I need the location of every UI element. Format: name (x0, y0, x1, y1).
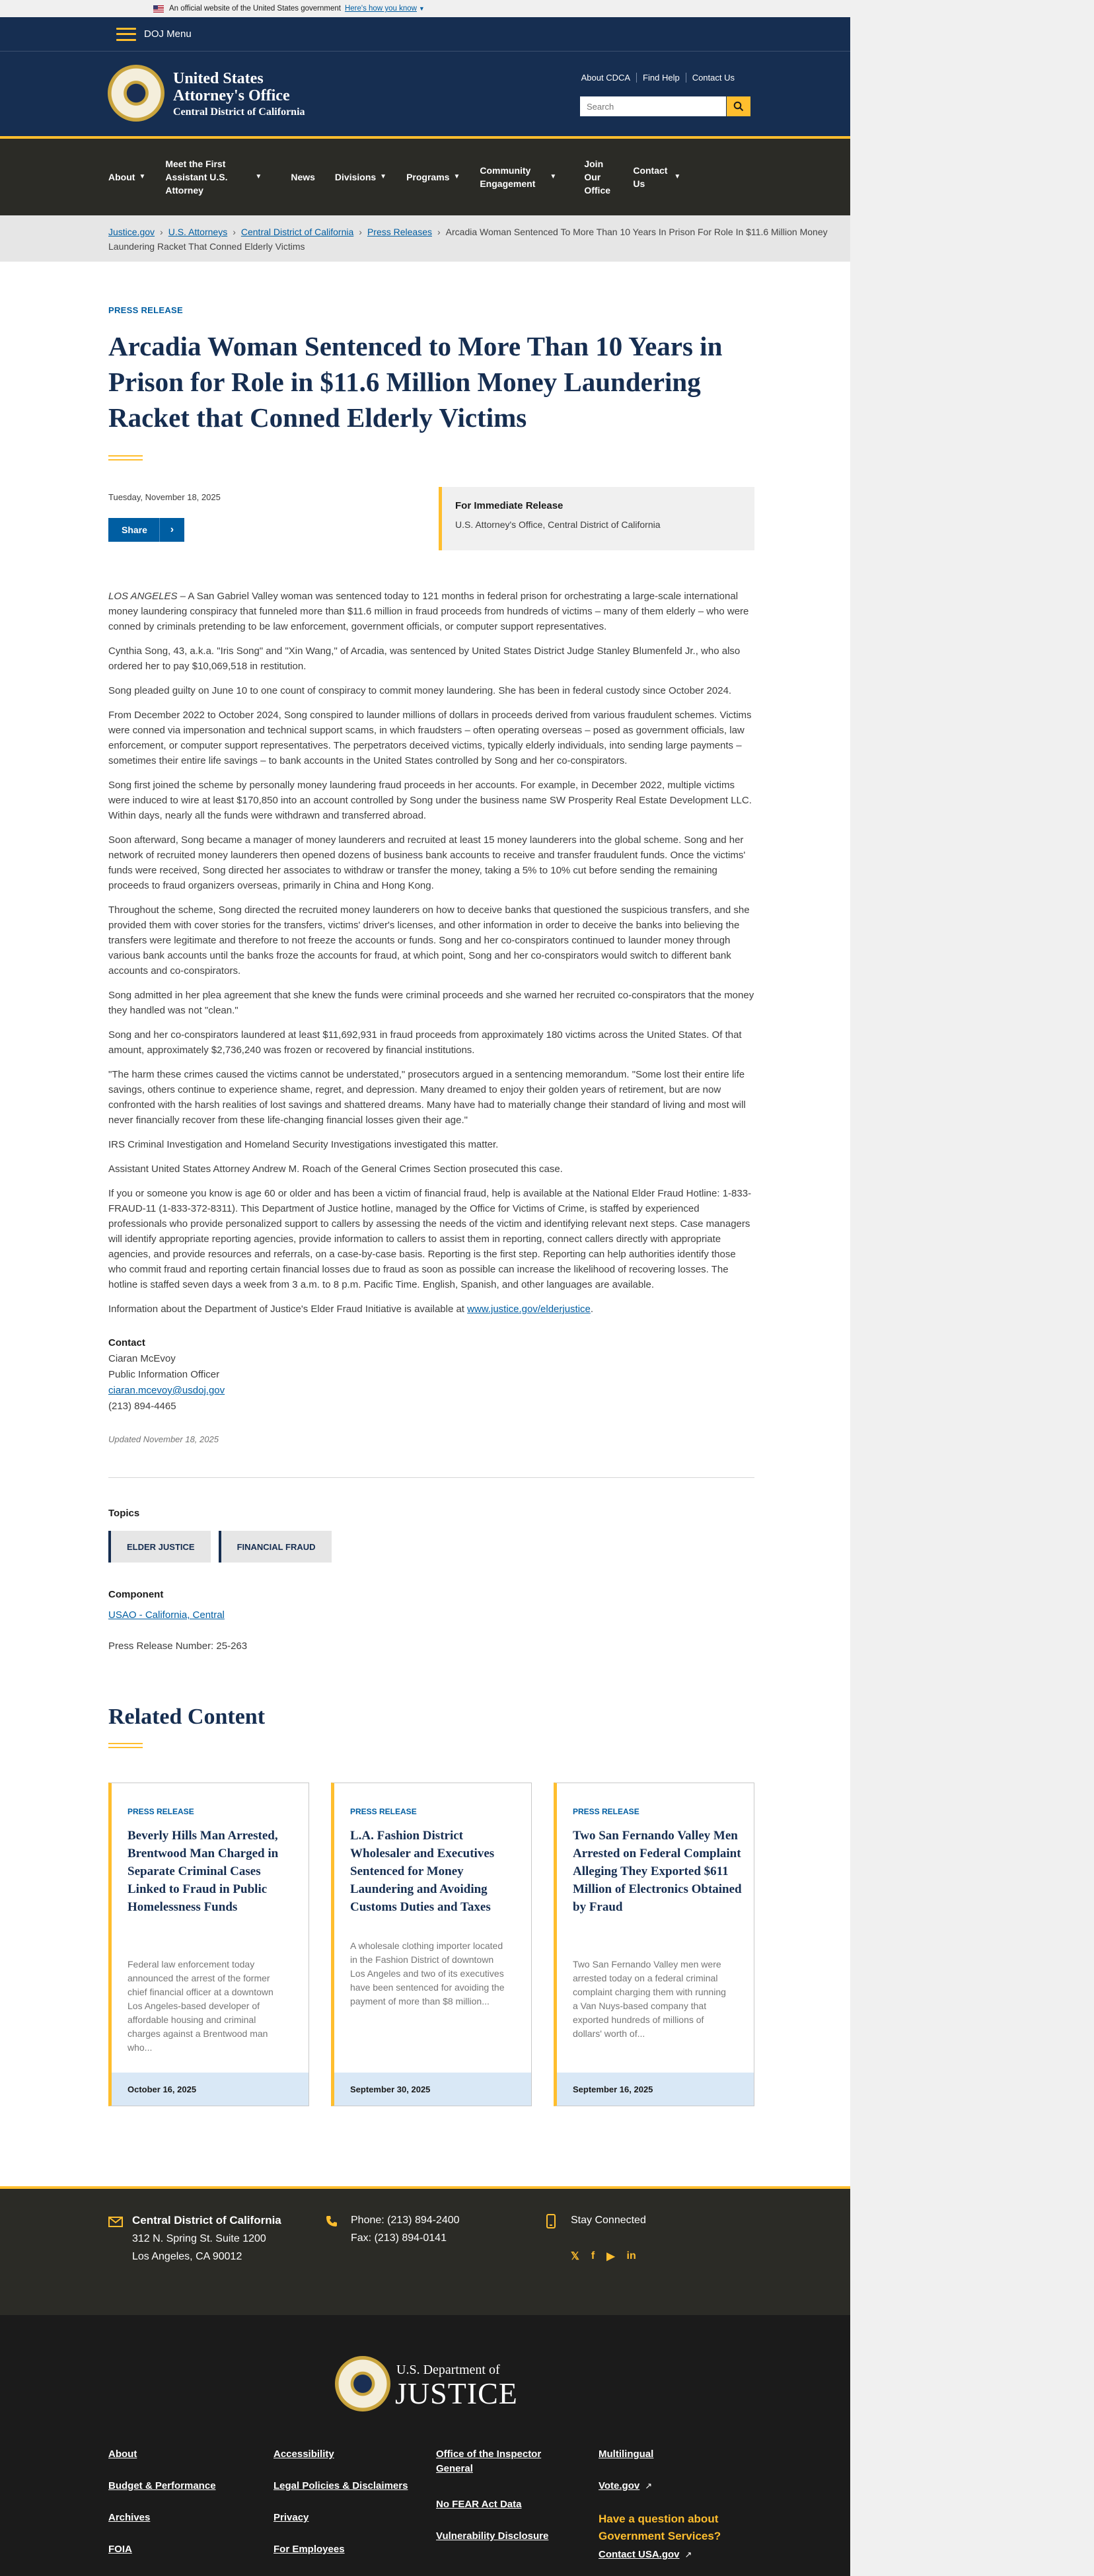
footer-usa-gov (599, 2548, 692, 2562)
body-paragraph: Assistant United States Attorney Andrew M. Roach of the General Crimes Section prosecuted this case. (108, 1163, 563, 1175)
footer-link-privacy[interactable]: Privacy (274, 2512, 309, 2523)
nav-label: News (291, 172, 315, 182)
breadcrumb-press-releases[interactable]: Press Releases (367, 227, 432, 237)
card-eyebrow: PRESS RELEASE (350, 1807, 417, 1816)
nav-label: About (108, 172, 135, 182)
nav-label: Contact Us (633, 165, 668, 189)
find-help-link[interactable]: Find Help (636, 73, 686, 83)
search-icon (733, 101, 744, 112)
youtube-icon[interactable]: ▶ (606, 2251, 615, 2262)
chevron-right-icon: › (159, 518, 184, 542)
contact-us-link[interactable]: Contact Us (686, 73, 741, 83)
updated-date: Updated November 18, 2025 (108, 1434, 219, 1444)
facebook-icon[interactable]: f (591, 2250, 595, 2262)
related-heading: Related Content (108, 1705, 266, 1729)
body-paragraph: Song and her co-conspirators laundered at least $11,692,931 in fraud proceeds from approximately 180 victims across the United States. Of that amount, approximately $2,736,240 was frozen or recovered by financial institutions. (108, 1029, 742, 1056)
chevron-down-icon: ▼ (550, 173, 557, 180)
nav-label: Programs (406, 172, 450, 182)
contact-name: Ciaran McEvoy (108, 1353, 176, 1364)
card-excerpt: A wholesale clothing importer located in the Fashion District of downtown Los Angeles and two of its executives have been sentenced for avoiding the payment of more than $8 million... (350, 1940, 505, 2006)
lead-text: – A San Gabriel Valley woman was sentenced today to 121 months in federal prison for orchestrating a large-scale international money laundering conspiracy that funneled more than $11.6 million in fraud proceeds from hundreds of victims – many of them elderly – who were conned by criminals pretending to be law enforcement, government officials, or computer support representatives. (108, 591, 749, 632)
phone-icon (326, 2215, 338, 2227)
topics-list (108, 1531, 754, 1563)
nav-label: Community Engagement (480, 165, 536, 189)
us-flag-icon (153, 5, 164, 13)
heres-how-you-know-link[interactable]: Here's how you know (344, 5, 417, 13)
date-share (108, 487, 221, 550)
page-title: Arcadia Woman Sentenced to More Than 10 Years in Prison for Role in $11.6 Million Money Laundering Racket that Conned Elderly Victims (108, 331, 723, 433)
search-input[interactable] (580, 96, 726, 116)
press-release-number: Press Release Number: 25-263 (108, 1640, 248, 1652)
article-body (108, 589, 754, 1317)
usa-gov-question: Have a question about Government Services? (599, 2513, 721, 2542)
footer-fax: Fax: (213) 894-0141 (351, 2232, 447, 2244)
card-eyebrow: PRESS RELEASE (573, 1807, 639, 1816)
site-subtitle[interactable]: Central District of California (173, 106, 305, 118)
utility-links (575, 73, 741, 83)
body-paragraph: Cynthia Song, 43, a.k.a. "Iris Song" and "Xin Wang," of Arcadia, was sentenced by United States District Judge Stanley Blumenfeld Jr., who also ordered her to pay $10,069,518 in restitution. (108, 645, 741, 672)
linkedin-icon[interactable]: in (626, 2250, 636, 2262)
gold-divider (108, 1743, 143, 1748)
footer-link-budget[interactable]: Budget & Performance (108, 2480, 216, 2491)
footer-link-vote-gov[interactable]: Vote.gov (599, 2480, 640, 2491)
chevron-right-icon: › (359, 227, 362, 237)
footer-address-line2: Los Angeles, CA 90012 (132, 2251, 242, 2262)
meta-row (108, 487, 754, 550)
footer-address (132, 2211, 281, 2265)
body-paragraph: Song admitted in her plea agreement that she knew the funds were criminal proceeds and she warned her recruited co-conspirators that the money they handled was not "clean." (108, 990, 754, 1016)
doj-menu-label: DOJ Menu (144, 28, 192, 40)
main-nav (0, 136, 850, 215)
card-title[interactable]: Beverly Hills Man Arrested, Brentwood Man Charged in Separate Criminal Cases Linked to Fraud in Public Homelessness Funds (128, 1829, 279, 1914)
x-twitter-icon[interactable]: 𝕏 (571, 2251, 579, 2262)
nav-contact-us[interactable] (633, 164, 686, 190)
footer-contact (0, 2186, 850, 2315)
nav-about[interactable] (108, 170, 145, 184)
elder-end: . (590, 1304, 594, 1315)
release-box-title: For Immediate Release (455, 500, 564, 511)
chevron-right-icon: › (160, 227, 163, 237)
footer-office-name: Central District of California (132, 2214, 281, 2226)
footer-vote-gov (599, 2479, 652, 2493)
card-eyebrow: PRESS RELEASE (128, 1807, 194, 1816)
elder-justice-paragraph (108, 1302, 754, 1317)
body-paragraph: Song pleaded guilty on June 10 to one count of conspiracy to commit money laundering. She has been in federal custody since October 2024. (108, 685, 732, 696)
related-card[interactable] (554, 1783, 754, 2106)
nav-label: Divisions (334, 172, 377, 182)
contact-phone: (213) 894-4465 (108, 1401, 176, 1412)
article-eyebrow: PRESS RELEASE (108, 305, 183, 315)
nav-label: Meet the First Assistant U.S. Attorney (165, 159, 228, 196)
contact-block (108, 1335, 754, 1415)
body-paragraph: "The harm these crimes caused the victims cannot be understated," prosecutors argued in a sentencing memorandum. "Some lost their entire life savings, others continue to experience shame, regret, and depression. Many dreamed to enjoy their golden years of retirement, but are now confronted with the harsh realities of lost savings and shattered dreams. Many have had to materially change their standard of living and most will never financially recover from these life-changing financial losses given their age." (108, 1069, 746, 1126)
footer-link-oig[interactable]: Office of the Inspector General (436, 2448, 542, 2474)
doj-footer-seal[interactable] (335, 2356, 390, 2411)
footer-phone-fax (351, 2211, 460, 2247)
breadcrumb-justice-gov[interactable]: Justice.gov (108, 227, 155, 237)
body-paragraph: From December 2022 to October 2024, Song conspired to launder millions of dollars in proceeds derived from various fraudulent schemes. Victims were conned via impersonation and technical support scams, in which fraudsters – often operating overseas – posed as government officials, law enforcement, or computer support representatives. The perpetrators deceived victims, typically elderly individuals, into sending large payments – sometimes their entire life savings – to bank accounts in the United States controlled by Song and her co-conspirators. (108, 710, 752, 766)
card-date: September 30, 2025 (334, 2073, 531, 2106)
divider (108, 1477, 754, 1478)
component-link[interactable]: USAO - California, Central (108, 1609, 225, 1621)
doj-seal-logo[interactable] (108, 65, 164, 122)
hamburger-icon[interactable] (116, 28, 136, 41)
footer-address-line1: 312 N. Spring St. Suite 1200 (132, 2233, 266, 2244)
article (108, 305, 754, 2106)
footer-link-no-fear[interactable]: No FEAR Act Data (436, 2499, 522, 2510)
related-cards (108, 1783, 754, 2106)
elder-text: Information about the Department of Justice's Elder Fraud Initiative is available at (108, 1304, 468, 1315)
card-date: September 16, 2025 (557, 2073, 754, 2106)
elder-justice-link[interactable]: www.justice.gov/elderjustice (467, 1304, 591, 1315)
footer-link-foia[interactable]: FOIA (108, 2544, 132, 2555)
card-date: October 16, 2025 (112, 2073, 309, 2106)
nav-community-engagement[interactable] (480, 164, 564, 190)
footer-link-about[interactable]: About (108, 2448, 137, 2460)
gold-divider (108, 455, 143, 460)
lead-paragraph (108, 589, 754, 634)
chevron-down-icon: ▼ (255, 173, 262, 180)
footer-link-archives[interactable]: Archives (108, 2512, 151, 2523)
doj-wordmark-line2[interactable]: JUSTICE (395, 2376, 518, 2410)
nav-news[interactable] (291, 170, 315, 184)
body-paragraph: Soon afterward, Song became a manager of money launderers and recruited at least 15 money launderers into the global scheme. Song and her network of recruited money launderers then opened dozens of business bank accounts to receive and transfer fraudulent funds. Once the victims' funds were received, Song directed her associates to withdraw or transfer the money, taking a 5% to 10% cut before sending the remaining proceeds to fraud organizers overseas, primarily in China and Hong Kong. (108, 834, 746, 891)
chevron-down-icon: ▼ (139, 173, 146, 180)
chevron-down-icon: ▼ (674, 173, 681, 180)
body-paragraph: IRS Criminal Investigation and Homeland Security Investigations investigated this matter. (108, 1139, 499, 1150)
card-title[interactable]: Two San Fernando Valley Men Arrested on Federal Complaint Alleging They Exported $611 Million of Electronics Obtained by Fraud (573, 1829, 742, 1914)
chevron-down-icon[interactable]: ▼ (418, 5, 425, 12)
breadcrumb-central-district[interactable]: Central District of California (240, 227, 354, 237)
component-heading: Component (108, 1589, 164, 1600)
footer-link-legal[interactable]: Legal Policies & Disclaimers (274, 2480, 408, 2491)
breadcrumb-us-attorneys[interactable]: U.S. Attorneys (168, 227, 228, 237)
envelope-icon (108, 2217, 123, 2227)
dateline: LOS ANGELES (108, 591, 178, 602)
gov-banner (0, 0, 850, 17)
footer-link-usa-gov[interactable]: Contact USA.gov (599, 2549, 680, 2560)
gov-banner-text: An official website of the United States government (169, 5, 341, 13)
doj-wordmark-line1[interactable]: U.S. Department of (396, 2363, 500, 2377)
chevron-right-icon: › (233, 227, 236, 237)
related-card[interactable] (331, 1783, 532, 2106)
social-links (571, 2250, 648, 2263)
contact-email-link[interactable]: ciaran.mcevoy@usdoj.gov (108, 1385, 225, 1396)
breadcrumb-current: Arcadia Woman Sentenced To More Than 10 Years In Prison For Role In $11.6 Million Money Laundering Racket That Conned Elderly Victims (108, 227, 828, 252)
site-title-line2[interactable]: Attorney's Office (173, 87, 290, 104)
about-cdca-link[interactable]: About CDCA (581, 73, 631, 83)
footer-link-employees[interactable]: For Employees (274, 2544, 345, 2555)
nav-programs[interactable] (406, 170, 460, 184)
doj-bar (0, 17, 850, 52)
external-link-icon: ↗ (645, 2481, 653, 2491)
nav-join-our-office[interactable] (584, 157, 613, 197)
related-card[interactable] (108, 1783, 309, 2106)
nav-label: Join Our Office (584, 159, 611, 196)
site-title-line1[interactable]: United States (173, 70, 264, 87)
topic-elder-justice[interactable]: ELDER JUSTICE (108, 1531, 211, 1563)
chevron-right-icon: › (437, 227, 441, 237)
mobile-icon (546, 2214, 556, 2228)
card-title[interactable]: L.A. Fashion District Wholesaler and Executives Sentenced for Money Laundering and Avoiding Customs Duties and Taxes (350, 1829, 495, 1914)
contact-heading: Contact (108, 1337, 145, 1348)
site-header (0, 52, 850, 136)
body-paragraph: Throughout the scheme, Song directed the recruited money launderers on how to deceive banks that questioned the suspicious transfers, and she provided them with cover stories for the transfers, victims' driver's licenses, and other information in order to deceive the banks into believing the transfers were legitimate and therefore to not freeze the accounts or funds. Song and her co-conspirators continued to launder money through various bank accounts until the banks froze the accounts for fraud, at which point, Song and her co-conspirators would switch to different bank accounts and co-conspirators. (108, 904, 750, 976)
topic-financial-fraud[interactable]: FINANCIAL FRAUD (219, 1531, 332, 1563)
topics-heading: Topics (108, 1508, 140, 1519)
breadcrumb (0, 215, 850, 262)
body-paragraph: Song first joined the scheme by personally money laundering fraud proceeds in her accounts. For example, in December 2022, multiple victims were induced to wire at least $170,850 into an account controlled by Song under the business name SW Prosperity Real Estate Development LLC. Within days, nearly all the funds were withdrawn and transferred abroad. (108, 780, 752, 821)
release-box (439, 487, 754, 550)
chevron-down-icon: ▼ (380, 173, 387, 180)
chevron-down-icon: ▼ (453, 173, 460, 180)
share-button[interactable] (108, 518, 184, 542)
share-label: Share (122, 525, 147, 535)
nav-meet-first-assistant[interactable] (165, 157, 271, 197)
footer-main (0, 2315, 850, 2576)
contact-title: Public Information Officer (108, 1369, 220, 1380)
footer-phone: Phone: (213) 894-2400 (351, 2215, 460, 2226)
body-paragraph: If you or someone you know is age 60 or older and has been a victim of financial fraud, help is available at the National Elder Fraud Hotline: 1-833-FRAUD-11 (1-833-372-8311). This Department of Justice hotline, managed by the Office for Victims of Crime, is staffed by experienced professionals who provide personalized support to callers by assessing the needs of the victim and identifying relevant next steps. Case managers will identify appropriate reporting agencies, provide information to callers to assist them in reporting, connect callers directly with appropriate agencies, and provide resources and referrals, on a case-by-case basis. Reporting is the first step. Reporting can help authorities identify those who commit fraud and reporting certain financial losses due to fraud as soon as possible can increase the likelihood of recovering losses. The hotline is staffed seven days a week from 3 a.m. to 8 p.m. Pacific Time. English, Spanish, and other languages are available. (108, 1188, 752, 1290)
footer-link-multilingual[interactable]: Multilingual (599, 2448, 654, 2460)
footer-link-vulnerability[interactable]: Vulnerability Disclosure (436, 2530, 549, 2542)
card-excerpt: Two San Fernando Valley men were arrested today on a federal criminal complaint charging them with running a Van Nuys-based company that exported hundreds of millions of dollars' worth of... (573, 1959, 726, 2039)
nav-divisions[interactable] (335, 170, 386, 184)
card-excerpt: Federal law enforcement today announced the arrest of the former chief financial officer at a downtown Los Angeles-based developer of affordable housing and criminal charges against a Brentwood man who... (128, 1959, 274, 2053)
release-box-office: U.S. Attorney's Office, Central District of California (455, 519, 661, 530)
stay-connected: Stay Connected (571, 2215, 646, 2226)
search-button[interactable] (727, 96, 750, 116)
external-link-icon: ↗ (684, 2550, 692, 2559)
publish-date: Tuesday, November 18, 2025 (108, 492, 221, 502)
doj-menu-button[interactable] (116, 28, 192, 41)
footer-link-accessibility[interactable]: Accessibility (274, 2448, 334, 2460)
